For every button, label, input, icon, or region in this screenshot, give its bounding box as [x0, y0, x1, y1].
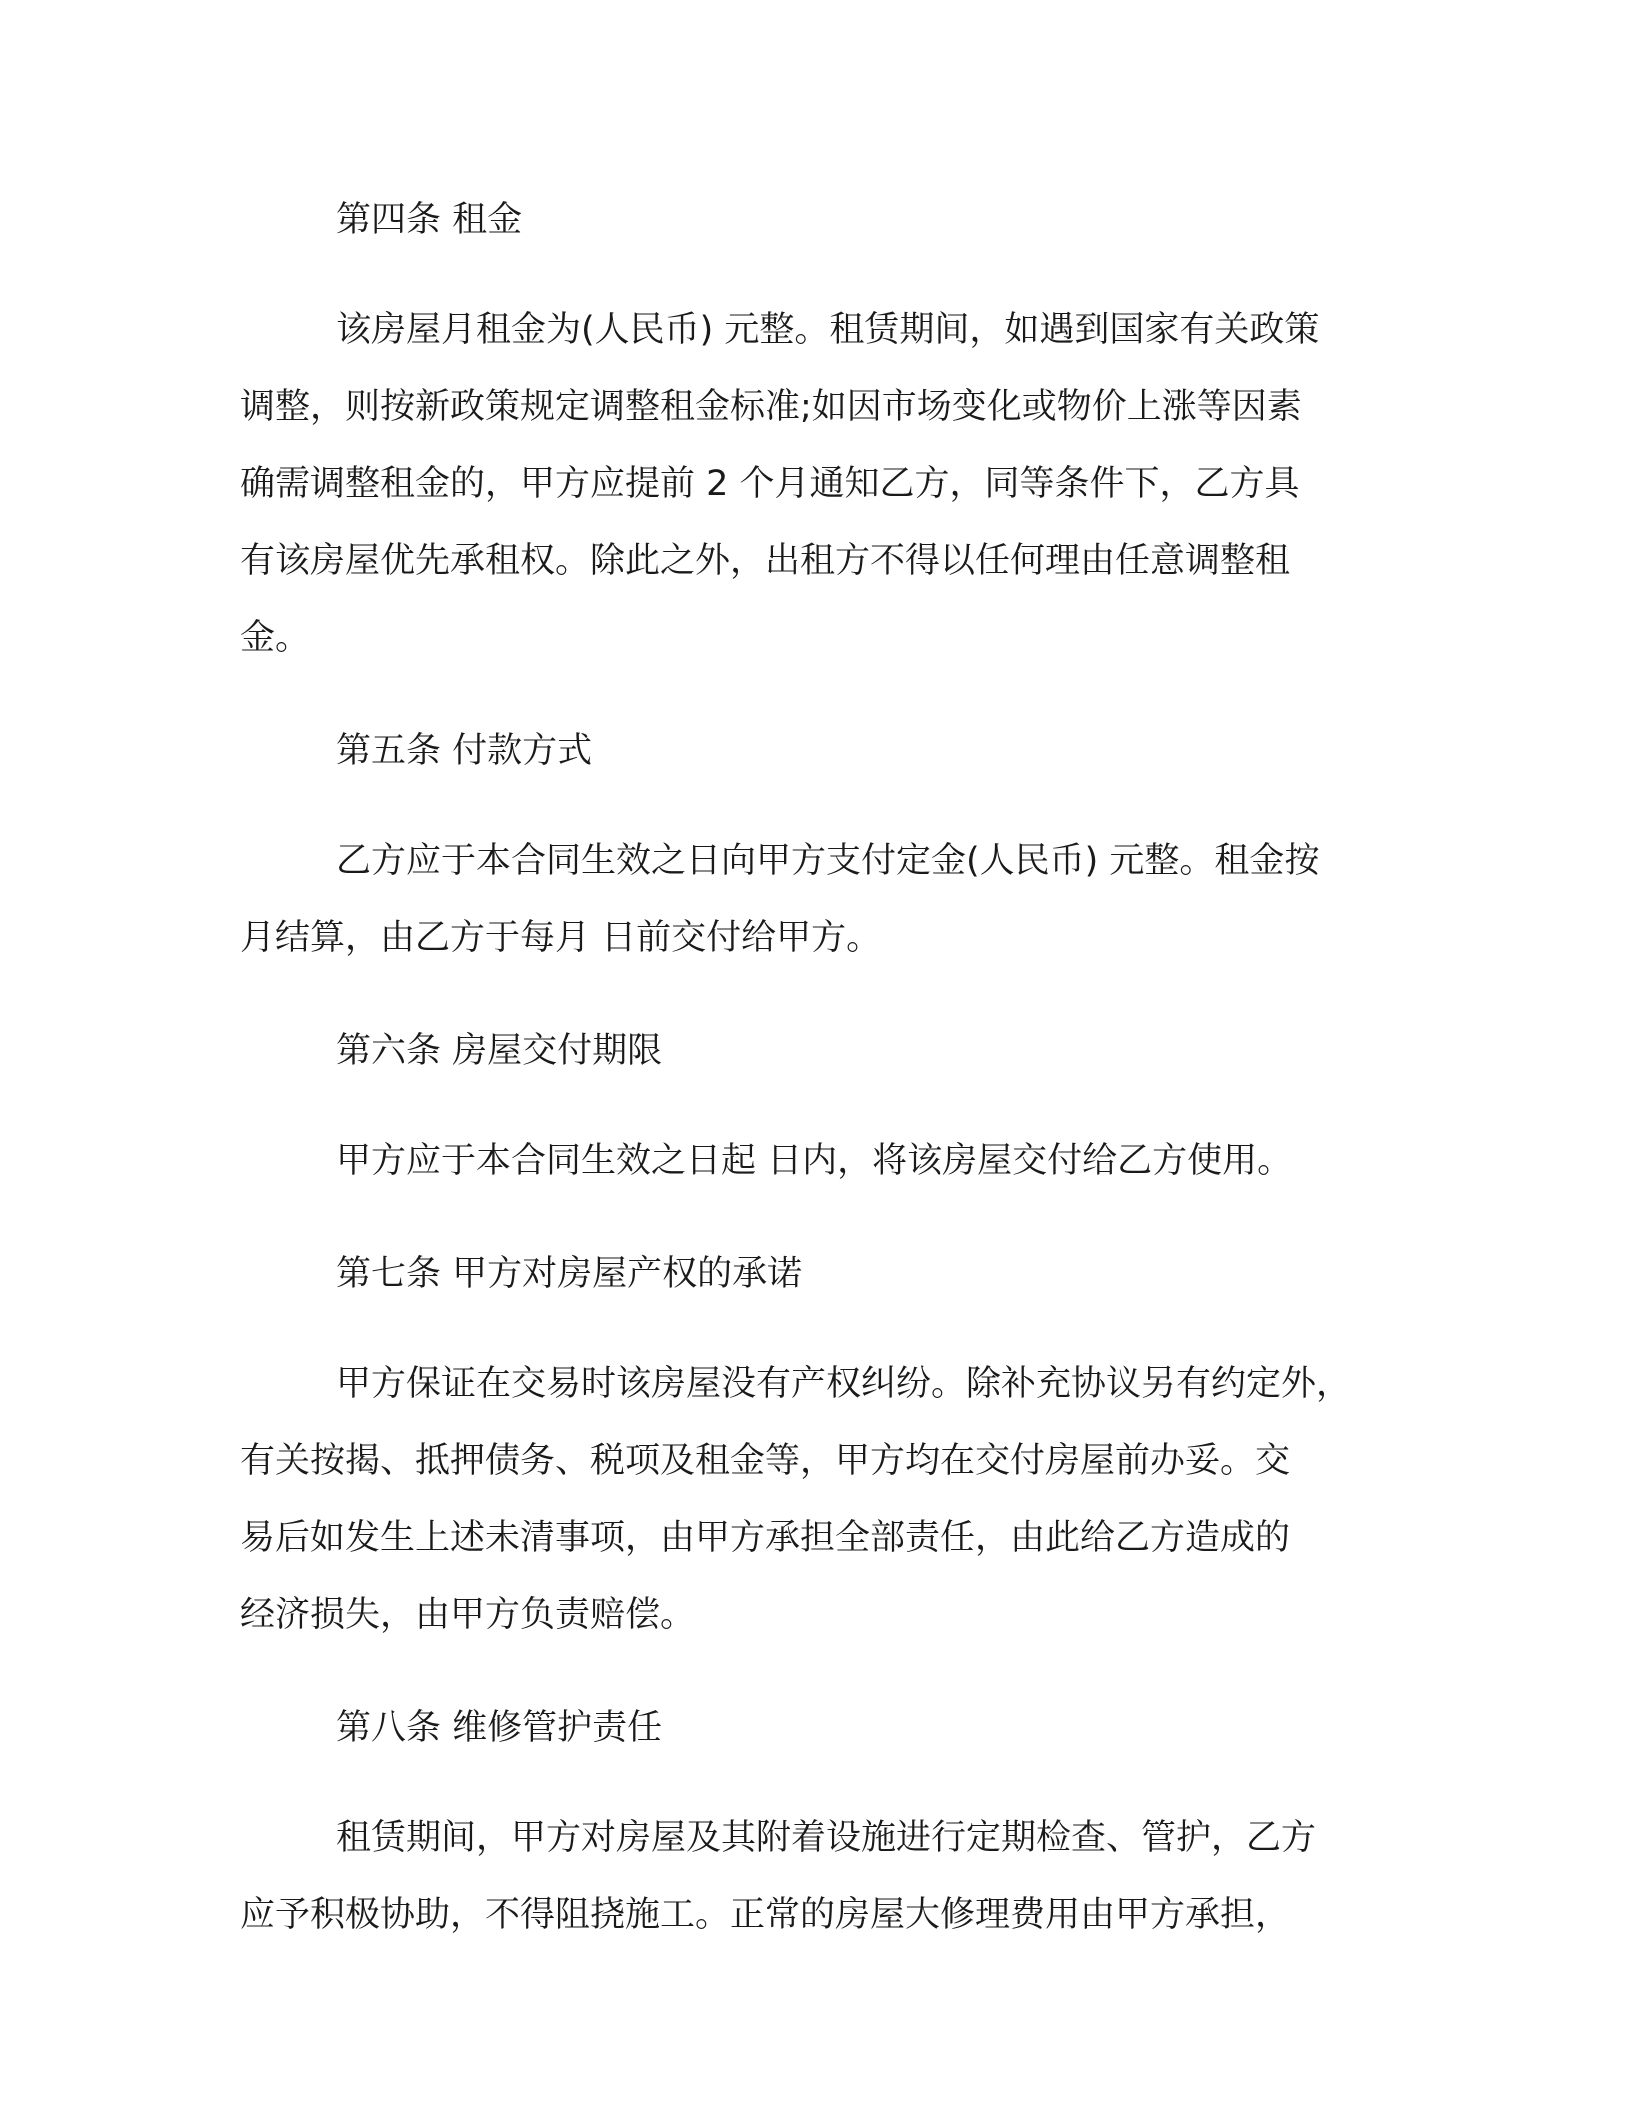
article-6-body: 甲方应于本合同生效之日起 日内，将该房屋交付给乙方使用。 [336, 1141, 1293, 1181]
article-4-heading: 第四条 租金 [336, 200, 523, 240]
article-7-body: 甲方保证在交易时该房屋没有产权纠纷。除补充协议另有约定外， 有关按揭、抵押债务、税项及租金等，甲方均在交付房屋前办妥。交 易后如发生上述未清事项，由甲方承担全部责任，由此给乙方造成的 经济损失，由甲方负责赔偿。 [240, 1364, 1352, 1635]
article-8-body: 租赁期间，甲方对房屋及其附着设施进行定期检查、管护，乙方 应予积极协助，不得阻挠施工。正常的房屋大修理费用由甲方承担， [240, 1818, 1317, 1935]
article-5-body: 乙方应于本合同生效之日向甲方支付定金(人民币) 元整。租金按 月结算，由乙方于每月 日前交付给甲方。 [240, 841, 1320, 958]
article-5-heading: 第五条 付款方式 [336, 731, 593, 771]
article-6-heading: 第六条 房屋交付期限 [336, 1031, 663, 1071]
article-4-body: 该房屋月租金为(人民币) 元整。租赁期间，如遇到国家有关政策 调整，则按新政策规定调整租金标准;如因市场变化或物价上涨等因素 确需调整租金的，甲方应提前 2 个月通知乙方，同等条件下，乙方具 有该房屋优先承租权。除此之外，出租方不得以任何理由任意调整租 金。 [240, 310, 1320, 658]
article-8-heading: 第八条 维修管护责任 [336, 1708, 663, 1748]
contract-text [240, 190, 1410, 1954]
article-7-heading: 第七条 甲方对房屋产权的承诺 [336, 1254, 803, 1294]
